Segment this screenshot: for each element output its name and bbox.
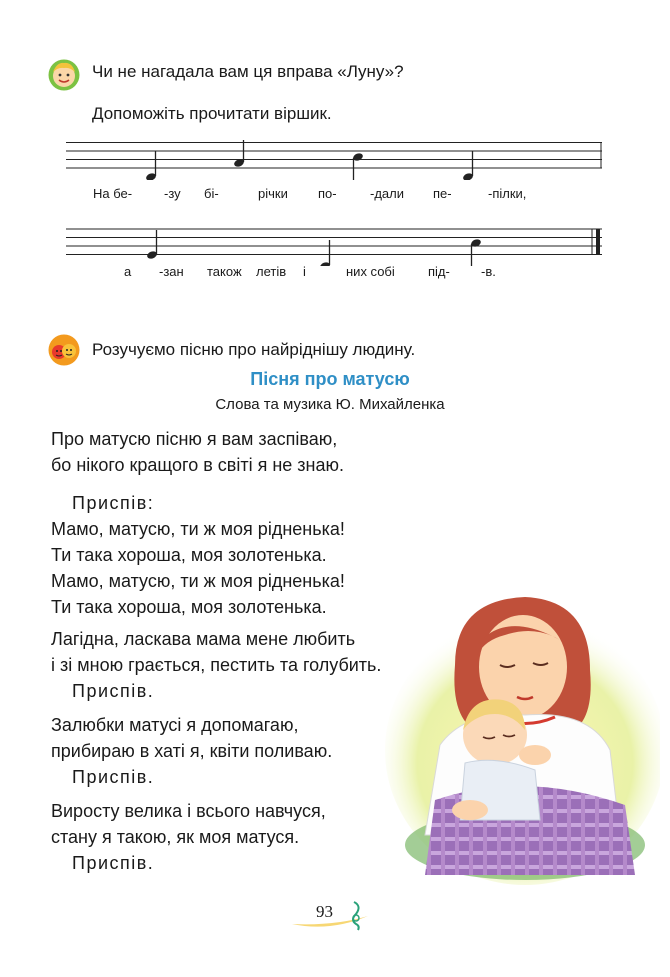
syllable: -в.	[481, 264, 496, 279]
syllable: -зу	[164, 186, 181, 201]
task2-text: Розучуємо пісню про найріднішу людину.	[92, 340, 416, 359]
lyric-line: Мамо, матусю, ти ж моя рідненька!	[51, 571, 345, 591]
lyric-line: Про матусю пісню я вам заспіваю,	[51, 429, 338, 449]
lyric-line: Лагідна, ласкава мама мене любить	[51, 629, 356, 649]
task1-instruction: Допоможіть прочитати віршик.	[92, 104, 332, 123]
lyric-line: Ти така хороша, моя золотенька.	[51, 597, 327, 617]
note-4	[462, 151, 474, 180]
syllable: і	[303, 264, 306, 279]
note-2	[233, 140, 245, 168]
chorus	[51, 490, 345, 620]
note-1	[145, 151, 157, 180]
refrain-label: Приспів.	[72, 853, 155, 873]
lyric-line: Виросту велика і всього навчуся,	[51, 801, 326, 821]
lyric-line: Ти така хороша, моя золотенька.	[51, 545, 327, 565]
song-title: Пісня про матусю	[250, 369, 410, 389]
music-staff-line1	[66, 140, 602, 180]
lyric-line: і зі мною грається, пестить та голубить.	[51, 655, 382, 675]
musical-faces-icon	[48, 334, 80, 366]
lyric-line: Мамо, матусю, ти ж моя рідненька!	[51, 519, 345, 539]
syllable: них собі	[346, 264, 395, 279]
lyric-line: Залюбки матусі я допомагаю,	[51, 715, 299, 735]
syllable: На бе-	[93, 186, 133, 201]
syllable: -дали	[370, 186, 404, 201]
syllable: бі-	[204, 186, 219, 201]
lyrics-line1	[0, 186, 670, 204]
verse-2	[51, 626, 381, 704]
syllable: по-	[318, 186, 337, 201]
syllable: -пілки,	[488, 186, 527, 201]
note-5	[146, 230, 158, 260]
syllable: річки	[258, 186, 288, 201]
lyric-line: бо нікого кращого в світі я не знаю.	[51, 455, 345, 475]
verse-4	[51, 798, 326, 876]
verse-1	[51, 426, 344, 478]
syllable: під-	[428, 264, 450, 279]
page-number: 93	[316, 902, 333, 921]
mother-holding-child-illustration	[385, 585, 660, 885]
syllable: -зан	[159, 264, 184, 279]
chorus-label: Приспів:	[72, 493, 155, 513]
syllable: пе-	[433, 186, 452, 201]
lyric-line: прибираю в хаті я, квіти поливаю.	[51, 741, 333, 761]
refrain-label: Приспів.	[72, 681, 155, 701]
note-7	[470, 238, 482, 266]
task1-question: Чи не нагадала вам ця вправа «Луну»?	[92, 62, 404, 81]
refrain-label: Приспів.	[72, 767, 155, 787]
syllable: летів	[256, 264, 287, 279]
syllable: також	[207, 264, 242, 279]
note-6	[319, 240, 331, 266]
verse-3	[51, 712, 332, 790]
syllable: а	[124, 264, 132, 279]
smiling-child-face-icon	[48, 59, 80, 91]
note-3	[352, 152, 364, 180]
lyrics-line2	[0, 264, 670, 282]
lyric-line: стану я такою, як моя матуся.	[51, 827, 300, 847]
music-staff-line2	[66, 226, 602, 266]
song-credits: Слова та музика Ю. Михайленка	[215, 396, 445, 413]
